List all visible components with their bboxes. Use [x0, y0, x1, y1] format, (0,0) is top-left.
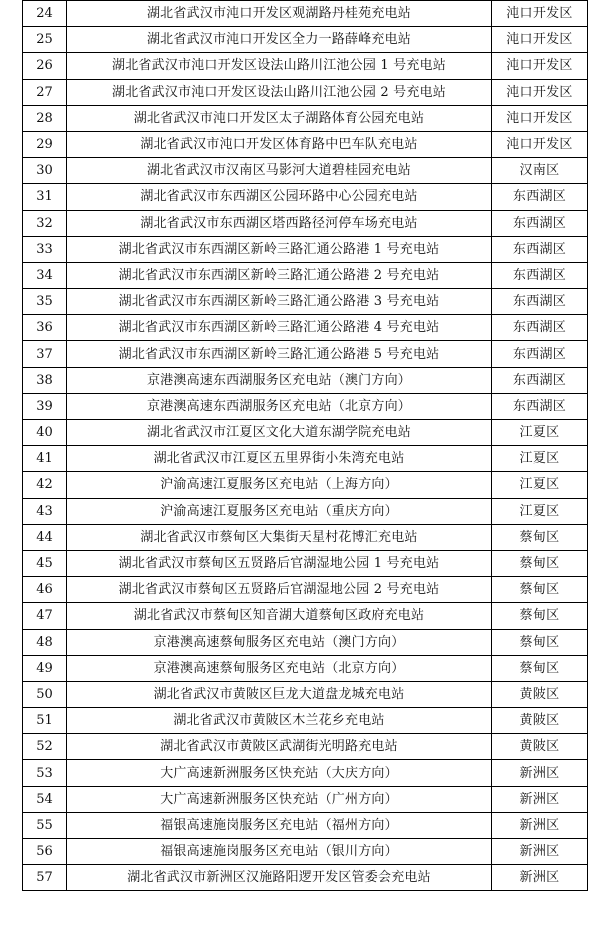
row-number-cell: 27 [23, 79, 67, 105]
district-cell: 东西湖区 [492, 210, 588, 236]
row-number-cell: 37 [23, 341, 67, 367]
row-number-cell: 33 [23, 236, 67, 262]
district-cell: 黄陂区 [492, 734, 588, 760]
row-number-cell: 47 [23, 603, 67, 629]
station-name-cell: 湖北省武汉市黄陂区木兰花乡充电站 [67, 708, 492, 734]
district-cell: 新洲区 [492, 812, 588, 838]
station-name-cell: 沪渝高速江夏服务区充电站（重庆方向） [67, 498, 492, 524]
charging-station-table [22, 0, 588, 891]
district-cell: 东西湖区 [492, 393, 588, 419]
station-name-cell: 湖北省武汉市东西湖区新岭三路汇通公路港 2 号充电站 [67, 262, 492, 288]
row-number-cell: 45 [23, 550, 67, 576]
table-row [23, 603, 588, 629]
table-row [23, 393, 588, 419]
station-name-cell: 湖北省武汉市蔡甸区知音湖大道蔡甸区政府充电站 [67, 603, 492, 629]
table-row [23, 53, 588, 79]
table-row [23, 158, 588, 184]
district-cell: 沌口开发区 [492, 27, 588, 53]
row-number-cell: 55 [23, 812, 67, 838]
station-name-cell: 京港澳高速蔡甸服务区充电站（北京方向） [67, 655, 492, 681]
district-cell: 新洲区 [492, 839, 588, 865]
row-number-cell: 39 [23, 393, 67, 419]
table-row [23, 472, 588, 498]
row-number-cell: 57 [23, 865, 67, 891]
row-number-cell: 34 [23, 262, 67, 288]
station-name-cell: 湖北省武汉市沌口开发区设法山路川江池公园 1 号充电站 [67, 53, 492, 79]
district-cell: 蔡甸区 [492, 603, 588, 629]
row-number-cell: 38 [23, 367, 67, 393]
district-cell: 蔡甸区 [492, 577, 588, 603]
district-cell: 沌口开发区 [492, 1, 588, 27]
district-cell: 新洲区 [492, 865, 588, 891]
row-number-cell: 25 [23, 27, 67, 53]
district-cell: 江夏区 [492, 472, 588, 498]
station-name-cell: 湖北省武汉市新洲区汉施路阳逻开发区管委会充电站 [67, 865, 492, 891]
row-number-cell: 29 [23, 131, 67, 157]
table-row [23, 236, 588, 262]
row-number-cell: 30 [23, 158, 67, 184]
station-name-cell: 京港澳高速蔡甸服务区充电站（澳门方向） [67, 629, 492, 655]
row-number-cell: 40 [23, 420, 67, 446]
row-number-cell: 51 [23, 708, 67, 734]
station-name-cell: 大广高速新洲服务区快充站（广州方向） [67, 786, 492, 812]
station-name-cell: 湖北省武汉市蔡甸区大集街天星村花博汇充电站 [67, 524, 492, 550]
table-row [23, 367, 588, 393]
table-row [23, 865, 588, 891]
table-row [23, 27, 588, 53]
table-row [23, 524, 588, 550]
station-name-cell: 湖北省武汉市沌口开发区设法山路川江池公园 2 号充电站 [67, 79, 492, 105]
district-cell: 东西湖区 [492, 341, 588, 367]
station-name-cell: 湖北省武汉市蔡甸区五贤路后官湖湿地公园 2 号充电站 [67, 577, 492, 603]
row-number-cell: 26 [23, 53, 67, 79]
row-number-cell: 35 [23, 289, 67, 315]
district-cell: 黄陂区 [492, 681, 588, 707]
row-number-cell: 32 [23, 210, 67, 236]
station-name-cell: 湖北省武汉市汉南区马影河大道碧桂园充电站 [67, 158, 492, 184]
table-row [23, 577, 588, 603]
station-name-cell: 大广高速新洲服务区快充站（大庆方向） [67, 760, 492, 786]
row-number-cell: 52 [23, 734, 67, 760]
row-number-cell: 31 [23, 184, 67, 210]
station-name-cell: 湖北省武汉市东西湖区新岭三路汇通公路港 5 号充电站 [67, 341, 492, 367]
row-number-cell: 36 [23, 315, 67, 341]
station-name-cell: 湖北省武汉市沌口开发区观湖路丹桂苑充电站 [67, 1, 492, 27]
station-name-cell: 湖北省武汉市沌口开发区全力一路薛峰充电站 [67, 27, 492, 53]
station-name-cell: 湖北省武汉市东西湖区公园环路中心公园充电站 [67, 184, 492, 210]
row-number-cell: 46 [23, 577, 67, 603]
district-cell: 新洲区 [492, 760, 588, 786]
row-number-cell: 49 [23, 655, 67, 681]
district-cell: 汉南区 [492, 158, 588, 184]
table-row [23, 760, 588, 786]
row-number-cell: 28 [23, 105, 67, 131]
table-row [23, 315, 588, 341]
table-row [23, 262, 588, 288]
table-row [23, 131, 588, 157]
station-name-cell: 湖北省武汉市江夏区文化大道东湖学院充电站 [67, 420, 492, 446]
row-number-cell: 50 [23, 681, 67, 707]
row-number-cell: 42 [23, 472, 67, 498]
district-cell: 东西湖区 [492, 184, 588, 210]
district-cell: 东西湖区 [492, 289, 588, 315]
table-row [23, 210, 588, 236]
station-name-cell: 湖北省武汉市东西湖区新岭三路汇通公路港 1 号充电站 [67, 236, 492, 262]
station-name-cell: 湖北省武汉市东西湖区新岭三路汇通公路港 3 号充电站 [67, 289, 492, 315]
table-row [23, 289, 588, 315]
row-number-cell: 48 [23, 629, 67, 655]
district-cell: 蔡甸区 [492, 550, 588, 576]
row-number-cell: 56 [23, 839, 67, 865]
district-cell: 东西湖区 [492, 236, 588, 262]
station-name-cell: 福银高速施岗服务区充电站（福州方向） [67, 812, 492, 838]
district-cell: 江夏区 [492, 498, 588, 524]
table-row [23, 341, 588, 367]
station-name-cell: 湖北省武汉市黄陂区武湖街光明路充电站 [67, 734, 492, 760]
district-cell: 沌口开发区 [492, 79, 588, 105]
table-row [23, 812, 588, 838]
table-row [23, 184, 588, 210]
station-name-cell: 湖北省武汉市东西湖区新岭三路汇通公路港 4 号充电站 [67, 315, 492, 341]
table-row [23, 681, 588, 707]
table-row [23, 655, 588, 681]
table-row [23, 420, 588, 446]
district-cell: 东西湖区 [492, 315, 588, 341]
row-number-cell: 44 [23, 524, 67, 550]
station-name-cell: 湖北省武汉市沌口开发区太子湖路体育公园充电站 [67, 105, 492, 131]
station-name-cell: 湖北省武汉市沌口开发区体育路中巴车队充电站 [67, 131, 492, 157]
table-row [23, 786, 588, 812]
station-name-cell: 湖北省武汉市江夏区五里界街小朱湾充电站 [67, 446, 492, 472]
table-row [23, 105, 588, 131]
row-number-cell: 54 [23, 786, 67, 812]
district-cell: 蔡甸区 [492, 524, 588, 550]
table-row [23, 79, 588, 105]
station-name-cell: 京港澳高速东西湖服务区充电站（北京方向） [67, 393, 492, 419]
table-row [23, 446, 588, 472]
district-cell: 沌口开发区 [492, 131, 588, 157]
row-number-cell: 41 [23, 446, 67, 472]
district-cell: 东西湖区 [492, 367, 588, 393]
district-cell: 江夏区 [492, 420, 588, 446]
table-row [23, 1, 588, 27]
district-cell: 蔡甸区 [492, 655, 588, 681]
table-row [23, 839, 588, 865]
row-number-cell: 24 [23, 1, 67, 27]
table-row [23, 708, 588, 734]
station-name-cell: 沪渝高速江夏服务区充电站（上海方向） [67, 472, 492, 498]
station-name-cell: 湖北省武汉市蔡甸区五贤路后官湖湿地公园 1 号充电站 [67, 550, 492, 576]
district-cell: 黄陂区 [492, 708, 588, 734]
district-cell: 蔡甸区 [492, 629, 588, 655]
district-cell: 江夏区 [492, 446, 588, 472]
district-cell: 沌口开发区 [492, 105, 588, 131]
row-number-cell: 53 [23, 760, 67, 786]
district-cell: 东西湖区 [492, 262, 588, 288]
table-row [23, 498, 588, 524]
district-cell: 新洲区 [492, 786, 588, 812]
station-name-cell: 湖北省武汉市东西湖区塔西路径河停车场充电站 [67, 210, 492, 236]
table-row [23, 629, 588, 655]
table-body [23, 1, 588, 891]
station-name-cell: 湖北省武汉市黄陂区巨龙大道盘龙城充电站 [67, 681, 492, 707]
table-row [23, 734, 588, 760]
table-row [23, 550, 588, 576]
station-name-cell: 京港澳高速东西湖服务区充电站（澳门方向） [67, 367, 492, 393]
district-cell: 沌口开发区 [492, 53, 588, 79]
station-name-cell: 福银高速施岗服务区充电站（银川方向） [67, 839, 492, 865]
row-number-cell: 43 [23, 498, 67, 524]
